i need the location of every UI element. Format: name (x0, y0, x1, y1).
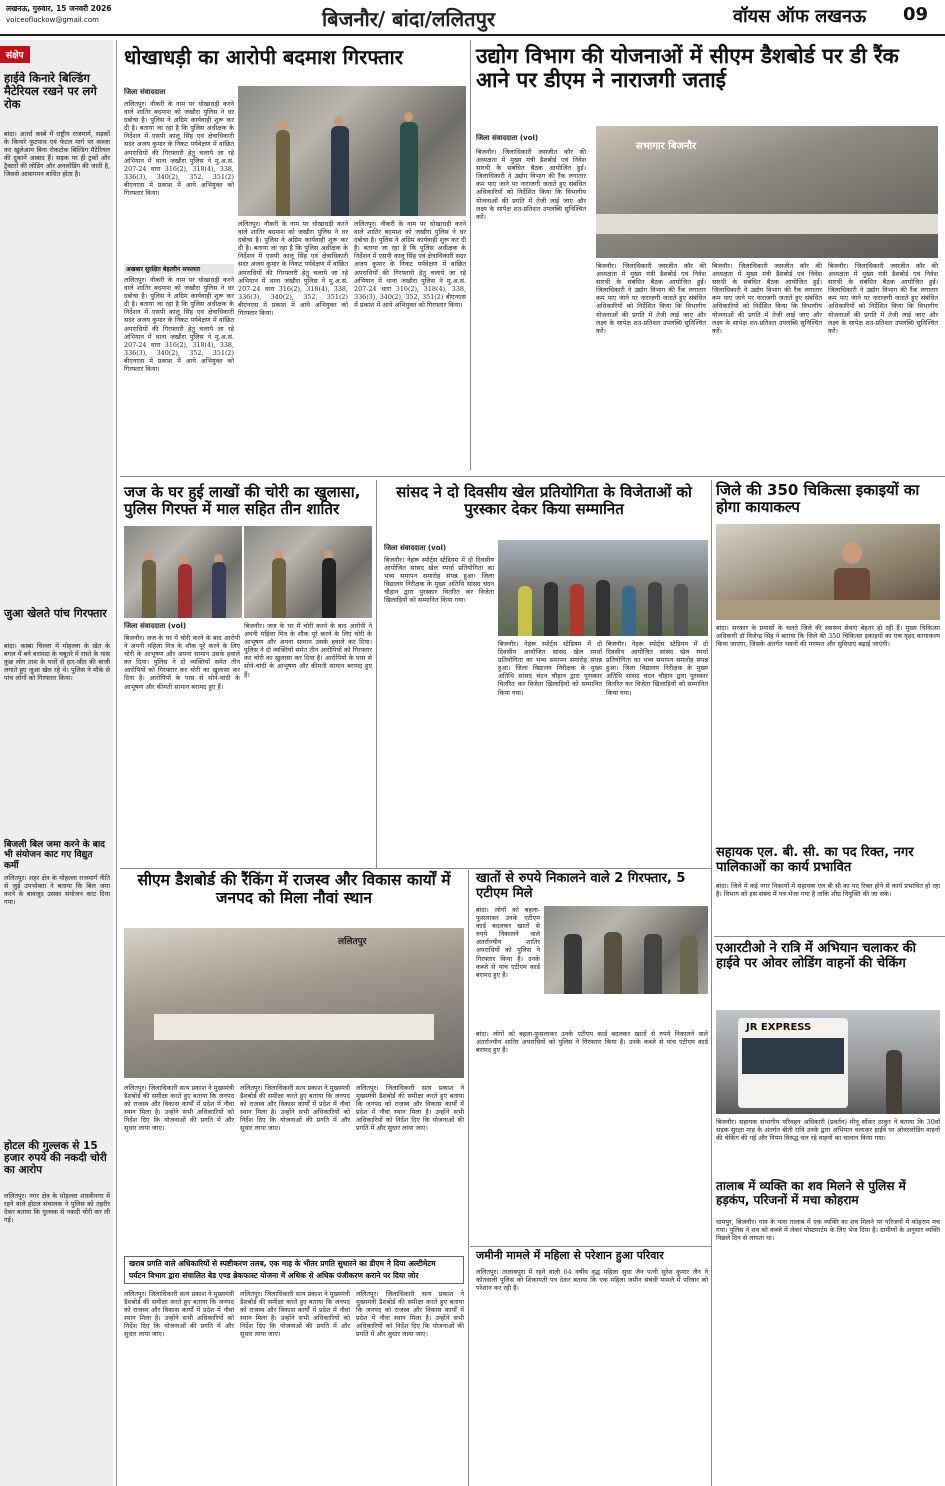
masthead (0, 0, 945, 36)
winner-figure-1 (518, 586, 532, 636)
body-body-found: धामपुर, बिजनौर। गांव के पास तालाब में एक व्यक्ति का शव मिलने पर परिजनों में कोहराम मच गया। पुलिस ने शव को कब्जे में लेकर पोस्टमार्टम के लिए भेज दिया है। ग्रामीणों के अनुसार व्यक्ति पिछले दिन से लापता था। (716, 1218, 940, 1243)
body-theft-col2: बिजनौर। जज के घर में चोरी करने के बाद आरोपी ने अपनी महिला मित्र के शौक पूरे करने के लिए चोरी के आभूषण और अपना सामान उसके हवाले कर दिया। पुलिस ने दो व्यक्तियों समेत तीन आरोपियों को गिरफ्तार कर चोरी का खुलासा कर दिया है। आरोपियों के पास से सोने-चांदी के आभूषण और कीमती सामान बरामद हुए हैं। (244, 622, 372, 679)
callout-rank (124, 1256, 464, 1284)
body-sports-col2: बिजनौर। नेहरू स्पोर्ट्स स्टेडियम में दो दिवसीय आयोजित सांसद खेल स्पर्धा प्रतियोगिता का भव्य समापन समारोह संपन्न हुआ। जिला विद्यालय निरीक्षक के मुख्य अतिथि सांसद चंदन चौहान द्वारा पुरस्कार वितरित कर विजेता खिलाड़ियों को सम्मानित किया गया। (498, 640, 602, 697)
body-atm-wide: बांदा। लोगों को बहला-फुसलाकर उनके एटीएम कार्ड बदलकर खातों से रुपये निकालने वाले अंतर्राज्यीय शातिर अपराधियों को पुलिस ने गिरफ्तार किया है। उनके कब्जे से पांच एटीएम कार्ड बरामद हुए हैं। (476, 1030, 708, 1055)
body-cm-dashboard-col1: बिजनौर। जिलाधिकारी जसजीत कौर की अध्यक्षता में मुख्य मंत्री डैशबोर्ड एवं निवेश सारथी के संबंधित बैठक आयोजित हुई। जिलाधिकारी ने उद्योग विभाग की रैंक लगातार कम पाए जाने पर नाराजगी जताते हुए संबंधित अधिकारियों को निर्देशित किया कि विभागीय योजनाओं की प्रगति में तेजी लाई जाए और लक्ष्य के सापेक्ष शत-प्रतिशत उपलब्धि सुनिश्चित करें। (476, 148, 586, 221)
body-rank-col1b: ललितपुर। जिलाधिकारी सत्य प्रकाश ने मुख्यमंत्री डैशबोर्ड की समीक्षा करते हुए बताया कि जनपद को राजस्व और विकास कार्यों में प्रदेश में नौवां स्थान मिला है। उन्होंने सभी अधिकारियों को निर्देश दिए कि योजनाओं की प्रगति में और सुधार लाया जाए। (124, 1290, 234, 1339)
accused-figure-2 (604, 932, 622, 994)
winner-figure-5 (622, 586, 636, 636)
person-figure-5 (178, 564, 192, 618)
sidebar-headline-1: हाईवे किनारे बिल्डिंग मैटेरियल रखने पर लगे रोक (4, 71, 97, 112)
sidebar (0, 40, 113, 1486)
sidebar-headline-4: होटल की गुल्लक से 15 हजार रुपये की नकदी चोरी का आरोप (4, 1140, 107, 1177)
body-fraud-col3: ललितपुर। नौकरी के नाम पर धोखाधड़ी करने वाले शातिर बदमाश को जखौरा पुलिस ने धर दबोचा है। पुलिस ने अग्रिम कार्यवाही शुरू कर दी है। बताया जा रहा है कि पुलिस अधीक्षक के निर्देशन में एसपी कालू सिंह एवं क्षेत्राधिकारी सदर अजय कुमार के निकट पर्यवेक्षण में वांछित अपराधियों की गिरफ्तारी हेतु चलाये जा रहे अभियान में थाना जखौरा पुलिस ने मु.अ.सं. 207-24 धारा 316(2), 318(4), 338, 336(3), 340(2), 352, 351(2) बीएनएस में प्रकाश में आये अभियुक्त को गिरफ्तार किया। (354, 220, 466, 309)
bus-destination-board: JR EXPRESS (746, 1022, 812, 1033)
body-fraud-col2: ललितपुर। नौकरी के नाम पर धोखाधड़ी करने वाले शातिर बदमाश को जखौरा पुलिस ने धर दबोचा है। पुलिस ने अग्रिम कार्यवाही शुरू कर दी है। बताया जा रहा है कि पुलिस अधीक्षक के निर्देशन में एसपी कालू सिंह एवं क्षेत्राधिकारी सदर अजय कुमार के निकट पर्यवेक्षण में वांछित अपराधियों की गिरफ्तारी हेतु चलाये जा रहे अभियान में थाना जखौरा पुलिस ने मु.अ.सं. 207-24 धारा 316(2), 318(4), 338, 336(3), 340(2), 352, 351(2) बीएनएस में प्रकाश में आये अभियुक्त को गिरफ्तार किया। (238, 220, 348, 318)
divider-atm-land (470, 1246, 711, 1247)
bus-windshield (742, 1038, 844, 1074)
headline-rank: सीएम डैशबोर्ड की रैंकिंग में राजस्व और विकास कार्यों में जनपद को मिला नौवां स्थान (137, 871, 451, 907)
headline-vacancy: सहायक एल. बी. सी. का पद रिक्त, नगर पालिकाओं का कार्य प्रभावित (716, 845, 914, 875)
sidebar-body-1: बांदा। अतर्रा कस्बे में राष्ट्रीय राजमार्ग, सड़कों के किनारे फुटपाथ एवं फेटल मार्ग पर कब्जा कर खुलेआम बिना रोकटोक बिल्डिंग मैटेरियल की दुकानें आबाद हैं। सड़क पर ही ट्रकों और ट्रैक्टरों की लोडिंग और अनलोडिंग की जाती है, जिससे आवागमन बाधित होता है। (4, 130, 110, 179)
photo-theft-arrest (124, 526, 242, 618)
dateline: लखनऊ, गुरुवार, 15 जनवरी 2026 (6, 4, 112, 13)
accused-figure-3 (644, 934, 662, 994)
column-divider-left (116, 40, 117, 1486)
divider-vacancy-rto (714, 936, 945, 937)
callout-rank-line-2: पर्यटन विभाग द्वारा संचालित बेड एण्ड ब्रेकफास्ट योजना में अधिक से अधिक पंजीकरण कराने पर दिया जोर (129, 1271, 419, 1280)
photo-rank-meeting (124, 928, 464, 1078)
photo-cmo (716, 524, 940, 620)
headline-sports: सांसद ने दो दिवसीय खेल प्रतियोगिता के विजेताओं को पुरस्कार देकर किया सम्मानित (396, 483, 692, 519)
sidebar-headline-2: जुआ खेलते पांच गिरफ्तार (4, 607, 107, 620)
headline-rto: एआरटीओ ने रात्रि में अभियान चलाकर की हाईवे पर ओवर लोडिंग वाहनों की चेकिंग (716, 941, 917, 971)
cmo-head (842, 542, 862, 564)
photo-theft-recovered (244, 526, 372, 618)
person-head-1 (278, 120, 287, 130)
body-sports-col1: बिजनौर। नेहरू स्पोर्ट्स स्टेडियम में दो दिवसीय आयोजित सांसद खेल स्पर्धा प्रतियोगिता का भव्य समापन समारोह संपन्न हुआ। जिला विद्यालय निरीक्षक के मुख्य अतिथि सांसद चंदन चौहान द्वारा पुरस्कार वितरित कर विजेता खिलाड़ियों को सम्मानित किया गया। (384, 556, 494, 605)
person-figure-1 (276, 130, 290, 216)
rank-meeting-table (154, 1014, 434, 1040)
headline-health: जिले की 350 चिकित्सा इकाइयों का होगा कायाकल्प (716, 481, 920, 517)
sidebar-body-2: बांदा। कस्बा चिल्ला में मोहल्ला के खेत के बगल में बने बरामदा के चबूतरे में रास्ते के पास कुछ लोग ताश के पत्तों से हार-जीत की बाजी लगाते हुए जुआ खेल रहे थे। पुलिस ने मौके से पांच लोगों को गिरफ्तार किया। (4, 642, 110, 683)
winner-figure-2 (544, 582, 558, 636)
person-figure-7 (272, 558, 286, 618)
byline-sports: जिला संवाददाता (vol) (384, 544, 447, 552)
bus-body (738, 1018, 848, 1108)
body-rank-col3: ललितपुर। जिलाधिकारी सत्य प्रकाश ने मुख्यमंत्री डैशबोर्ड की समीक्षा करते हुए बताया कि जनपद को राजस्व और विकास कार्यों में प्रदेश में नौवां स्थान मिला है। उन्होंने सभी अधिकारियों को निर्देश दिए कि योजनाओं की प्रगति में और सुधार लाया जाए। (356, 1084, 464, 1133)
officer-figure (886, 1050, 902, 1114)
byline-theft: जिला संवाददाता (vol) (124, 622, 187, 630)
body-land: ललितपुर। तालाबपुरा में रहने वाली 64 वर्षीय वृद्ध महिला सुधा जैन पत्नी सुरेश कुमार जैन ने कोतवाली पुलिस को शिकायती पत्र देकर बताया कि एक महिला जमीन संबंधी मामले में परिवार को परेशान कर रही है। (476, 1268, 708, 1293)
byline-cm-dashboard: जिला संवाददाता (vol) (476, 134, 539, 142)
person-figure-6 (212, 562, 226, 618)
photo-sports-winners (498, 540, 708, 636)
headline-body-found: तालाब में व्यक्ति का शव मिलने से पुलिस में हड़कंप, परिजनों में मचा कोहराम (716, 1179, 906, 1207)
body-cm-dashboard-col2: बिजनौर। जिलाधिकारी जसजीत कौर की अध्यक्षता में मुख्य मंत्री डैशबोर्ड एवं निवेश सारथी के संबंधित बैठक आयोजित हुई। जिलाधिकारी ने उद्योग विभाग की रैंक लगातार कम पाए जाने पर नाराजगी जताते हुए संबंधित अधिकारियों को निर्देशित किया कि विभागीय योजनाओं की प्रगति में तेजी लाई जाए और लक्ष्य के सापेक्ष शत-प्रतिशत उपलब्धि सुनिश्चित करें। (596, 262, 706, 335)
rank-hall-sign: ललितपुर (338, 937, 367, 947)
body-fraud-col1b: ललितपुर। नौकरी के नाम पर धोखाधड़ी करने वाले शातिर बदमाश को जखौरा पुलिस ने धर दबोचा है। पुलिस ने अग्रिम कार्यवाही शुरू कर दी है। बताया जा रहा है कि पुलिस अधीक्षक के निर्देशन में एसपी कालू सिंह एवं क्षेत्राधिकारी सदर अजय कुमार के निकट पर्यवेक्षण में वांछित अपराधियों की गिरफ्तारी हेतु चलाये जा रहे अभियान में थाना जखौरा पुलिस ने मु.अ.सं. 207-24 धारा 316(2), 318(4), 338, 336(3), 340(2), 352, 351(2) बीएनएस में प्रकाश में आये अभियुक्त को गिरफ्तार किया। (124, 276, 234, 374)
headline-land: जमीनी मामले में महिला से परेशान हुआ परिवार (476, 1249, 664, 1262)
photo-rto-bus (716, 1010, 940, 1114)
photo-atm-accused (544, 906, 708, 994)
masthead-rule (0, 34, 945, 36)
page-number: 09 (903, 4, 929, 25)
photo-fraud-arrest (238, 86, 466, 216)
divider-theft-sports (376, 480, 377, 868)
body-sports-col3: बिजनौर। नेहरू स्पोर्ट्स स्टेडियम में दो दिवसीय आयोजित सांसद खेल स्पर्धा प्रतियोगिता का भव्य समापन समारोह संपन्न हुआ। जिला विद्यालय निरीक्षक के मुख्य अतिथि सांसद चंदन चौहान द्वारा पुरस्कार वितरित कर विजेता खिलाड़ियों को सम्मानित किया गया। (606, 640, 708, 697)
body-vacancy: बांदा। जिले में कई नगर निकायों में सहायक एल बी सी का पद रिक्त होने से कार्य प्रभावित हो रहा है। विभाग को इस संबंध में पत्र भेजा गया है ताकि शीघ्र नियुक्ति की जा सके। (716, 882, 940, 899)
meeting-hall-sign: सभागार बिजनौर (636, 141, 697, 152)
column-divider-middle (470, 40, 471, 470)
person-figure-4 (142, 560, 156, 618)
divider-below-cm-dashboard (380, 476, 945, 477)
cmo-desk (716, 600, 940, 620)
headline-cm-dashboard-industry: उद्योग विभाग की योजनाओं में सीएम डैशबोर्ड पर डी रैंक आने पर डीएम ने नाराजगी जताई (476, 44, 899, 93)
callout-rank-line-1: खराब प्रगति वाले अधिकारियों से स्पष्टीकरण तलब, एक माह के भीतर प्रगति सुधारने का डीएम ने दिया अल्टीमेटम (129, 1259, 436, 1268)
divider-sports-health (711, 480, 712, 1180)
person-figure-3 (400, 122, 418, 216)
email: voiceofluckow@gmail.com (6, 16, 99, 24)
winner-figure-4 (596, 580, 610, 636)
body-rto: बिजनौर। सहायक संभागीय परिवहन अधिकारी (प्रवर्तन) मीनू सोंकर ठाकुर ने बताया कि 30वाँ सड़क सुरक्षा माह के अंतर्गत बीती रात्रि उनके द्वारा अभियान चलाकर हाईवे पर ओवरलोडिंग वाहनों की चेकिंग की गई और नियम विरुद्ध चल रहे वाहनों का चालान किया गया। (716, 1118, 940, 1143)
person-figure-8 (322, 558, 336, 618)
body-fraud-col1: ललितपुर। नौकरी के नाम पर धोखाधड़ी करने वाले शातिर बदमाश को जखौरा पुलिस ने धर दबोचा है। पुलिस ने अग्रिम कार्यवाही शुरू कर दी है। बताया जा रहा है कि पुलिस अधीक्षक के निर्देशन में एसपी कालू सिंह एवं क्षेत्राधिकारी सदर अजय कुमार के निकट पर्यवेक्षण में वांछित अपराधियों की गिरफ्तारी हेतु चलाये जा रहे अभियान में थाना जखौरा पुलिस ने मु.अ.सं. 207-24 धारा 316(2), 318(4), 338, 336(3), 340(2), 352, 351(2) बीएनएस में प्रकाश में आये अभियुक्त को गिरफ्तार किया। (124, 100, 234, 198)
divider-land-body (711, 1180, 712, 1486)
body-rank-col1: ललितपुर। जिलाधिकारी सत्य प्रकाश ने मुख्यमंत्री डैशबोर्ड की समीक्षा करते हुए बताया कि जनपद को राजस्व और विकास कार्यों में प्रदेश में नौवां स्थान मिला है। उन्होंने सभी अधिकारियों को निर्देश दिए कि योजनाओं की प्रगति में और सुधार लाया जाए। (124, 1084, 234, 1133)
winner-figure-3 (570, 584, 584, 636)
sidebar-headline-3: बिजली बिल जमा करने के बाद भी संयोजन काट गए विद्युत कर्मी (4, 840, 105, 871)
divider-above-rank (120, 868, 711, 869)
body-atm-col1: बांदा। लोगों को बहला-फुसलाकर उनके एटीएम कार्ड बदलकर खातों से रुपये निकालने वाले अंतर्राज्यीय शातिर अपराधियों को पुलिस ने गिरफ्तार किया है। उनके कब्जे से पांच एटीएम कार्ड बरामद हुए हैं। (476, 906, 540, 979)
body-health: बांदा। सरकार के प्रयासों के चलते जिले की स्वास्थ्य सेवाएं बेहतर हो रही हैं। मुख्य चिकित्सा अधिकारी डॉ विजेन्द्र सिंह ने बताया कि जिले की 350 चिकित्सा इकाइयों का एक वृहद कायाकल्प किया जाएगा, जिसके अंतर्गत भवनों की मरम्मत और सुविधाएं बढ़ाई जाएंगी। (716, 624, 940, 649)
winner-figure-7 (674, 584, 688, 636)
headline-atm: खातों से रुपये निकालने वाले 2 गिरफ्तार, 5 एटीएम मिले (476, 871, 686, 901)
person-head-3 (404, 112, 413, 122)
sidebar-body-3: ललितपुर। शहर क्षेत्र के मोहल्ला राजमार्ग नीति से जुड़े उपभोक्ता ने बताया कि बिल जमा करने के बावजूद उसका संयोजन काट दिया गया। (4, 874, 110, 907)
body-rank-col3b: ललितपुर। जिलाधिकारी सत्य प्रकाश ने मुख्यमंत्री डैशबोर्ड की समीक्षा करते हुए बताया कि जनपद को राजस्व और विकास कार्यों में प्रदेश में नौवां स्थान मिला है। उन्होंने सभी अधिकारियों को निर्देश दिए कि योजनाओं की प्रगति में और सुधार लाया जाए। (356, 1290, 464, 1339)
section-title: बिजनौर/ बांदा/ललितपुर (322, 7, 496, 31)
sidebar-label: संक्षेप (0, 46, 30, 63)
body-rank-col2b: ललितपुर। जिलाधिकारी सत्य प्रकाश ने मुख्यमंत्री डैशबोर्ड की समीक्षा करते हुए बताया कि जनपद को राजस्व और विकास कार्यों में प्रदेश में नौवां स्थान मिला है। उन्होंने सभी अधिकारियों को निर्देश दिए कि योजनाओं की प्रगति में और सुधार लाया जाए। (240, 1290, 350, 1339)
sidebar-body-4: ललितपुर। नगर क्षेत्र के मोहल्ला शास्त्रीनगर में रहने वाले होटल संचालक ने पुलिस को तहरीर देकर बताया कि गुल्लक से नकदी चोरी कर ली गई। (4, 1192, 110, 1225)
headline-fraud-arrest: धोखाधड़ी का आरोपी बदमाश गिरफ्तार (124, 45, 403, 69)
subhead-fraud: अखबार सुरक्षित बेहतरीन सफलता (124, 264, 234, 274)
body-theft-col1: बिजनौर। जज के घर में चोरी करने के बाद आरोपी ने अपनी महिला मित्र के शौक पूरे करने के लिए चोरी के आभूषण और अपना सामान उसके हवाले कर दिया। पुलिस ने दो व्यक्तियों समेत तीन आरोपियों को गिरफ्तार कर चोरी का खुलासा कर दिया है। आरोपियों के पास से सोने-चांदी के आभूषण और कीमती सामान बरामद हुए हैं। (124, 634, 240, 691)
accused-figure-4 (680, 936, 698, 994)
person-head-2 (334, 116, 343, 126)
meeting-table (596, 214, 938, 234)
person-figure-2 (331, 126, 349, 216)
body-rank-col2: ललितपुर। जिलाधिकारी सत्य प्रकाश ने मुख्यमंत्री डैशबोर्ड की समीक्षा करते हुए बताया कि जनपद को राजस्व और विकास कार्यों में प्रदेश में नौवां स्थान मिला है। उन्होंने सभी अधिकारियों को निर्देश दिए कि योजनाओं की प्रगति में और सुधार लाया जाए। (240, 1084, 350, 1133)
winner-figure-6 (648, 582, 662, 636)
body-cm-dashboard-col4: बिजनौर। जिलाधिकारी जसजीत कौर की अध्यक्षता में मुख्य मंत्री डैशबोर्ड एवं निवेश सारथी के संबंधित बैठक आयोजित हुई। जिलाधिकारी ने उद्योग विभाग की रैंक लगातार कम पाए जाने पर नाराजगी जताते हुए संबंधित अधिकारियों को निर्देशित किया कि विभागीय योजनाओं की प्रगति में तेजी लाई जाए और लक्ष्य के सापेक्ष शत-प्रतिशत उपलब्धि सुनिश्चित करें। (828, 262, 938, 335)
photo-dm-meeting (596, 126, 938, 258)
brand-name: वॉयस ऑफ लखनऊ (733, 6, 867, 27)
body-cm-dashboard-col3: बिजनौर। जिलाधिकारी जसजीत कौर की अध्यक्षता में मुख्य मंत्री डैशबोर्ड एवं निवेश सारथी के संबंधित बैठक आयोजित हुई। जिलाधिकारी ने उद्योग विभाग की रैंक लगातार कम पाए जाने पर नाराजगी जताते हुए संबंधित अधिकारियों को निर्देशित किया कि विभागीय योजनाओं की प्रगति में तेजी लाई जाए और लक्ष्य के सापेक्ष शत-प्रतिशत उपलब्धि सुनिश्चित करें। (712, 262, 822, 335)
divider-rank-atm (468, 870, 469, 1486)
byline-fraud: जिला संवाददाता (124, 88, 166, 96)
headline-judge-theft: जज के घर हुई लाखों की चोरी का खुलासा, पुलिस गिरफ्त में माल सहित तीन शातिर (124, 483, 361, 519)
accused-figure-1 (564, 934, 582, 994)
